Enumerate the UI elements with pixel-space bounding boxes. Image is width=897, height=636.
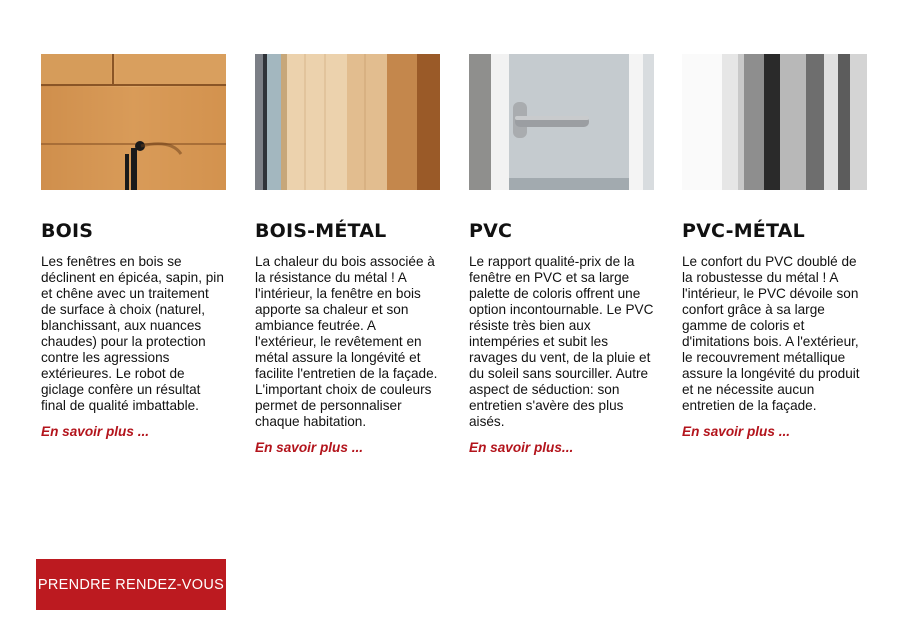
learn-more-link[interactable]: En savoir plus ... <box>255 440 364 455</box>
card-description: Le rapport qualité-prix de la fenêtre en PVC et sa large palette de coloris offrent une option incontournable. Le PVC résiste très bien aux intempéries et subit les ravages du vent, de la pluie et du soleil sans sourciller. Autre aspect de séduction: son entretien s'avère des plus aisés. <box>469 254 654 429</box>
learn-more-link[interactable]: En savoir plus ... <box>682 424 791 439</box>
card-bois <box>41 54 226 441</box>
card-bois-metal <box>255 54 440 457</box>
learn-more-link[interactable]: En savoir plus ... <box>41 424 150 439</box>
card-title: BOIS-MÉTAL <box>255 220 387 242</box>
wood-window-image[interactable] <box>41 54 226 190</box>
card-title: PVC-MÉTAL <box>682 220 805 242</box>
card-pvc <box>469 54 654 457</box>
card-description: Le confort du PVC doublé de la robustesse du métal ! A l'intérieur, le PVC dévoile son confort grâce à sa large gamme de coloris et d'imitations bois. A l'extérieur, le recouvrement métallique assure la longévité du produit et ne nécessite aucun entretien de la façade. <box>682 254 860 413</box>
card-pvc-metal <box>682 54 867 441</box>
pvc-metal-window-image[interactable] <box>682 54 867 190</box>
card-description: La chaleur du bois associée à la résistance du métal ! A l'intérieur, la fenêtre en bois apporte sa chaleur et son ambiance feutrée. A l'extérieur, le revêtement en métal assure la longévité et facilite l'entretien de la façade. L'important choix de couleurs permet de personnaliser chaque habitation. <box>255 254 438 429</box>
learn-more-link[interactable]: En savoir plus... <box>469 440 574 455</box>
book-appointment-button[interactable]: PRENDRE RENDEZ-VOUS <box>36 559 226 610</box>
wood-metal-window-image[interactable] <box>255 54 440 190</box>
card-description: Les fenêtres en bois se déclinent en épicéa, sapin, pin et chêne avec un traitement de surface à choix (naturel, blanchissant, aux nuances chaudes) pour la protection contre les agressions extérieures. Le robot de giclage confère un résultat final de qualité imbattable. <box>41 254 224 413</box>
card-title: PVC <box>469 220 513 242</box>
pvc-window-image[interactable] <box>469 54 654 190</box>
card-title: BOIS <box>41 220 94 242</box>
